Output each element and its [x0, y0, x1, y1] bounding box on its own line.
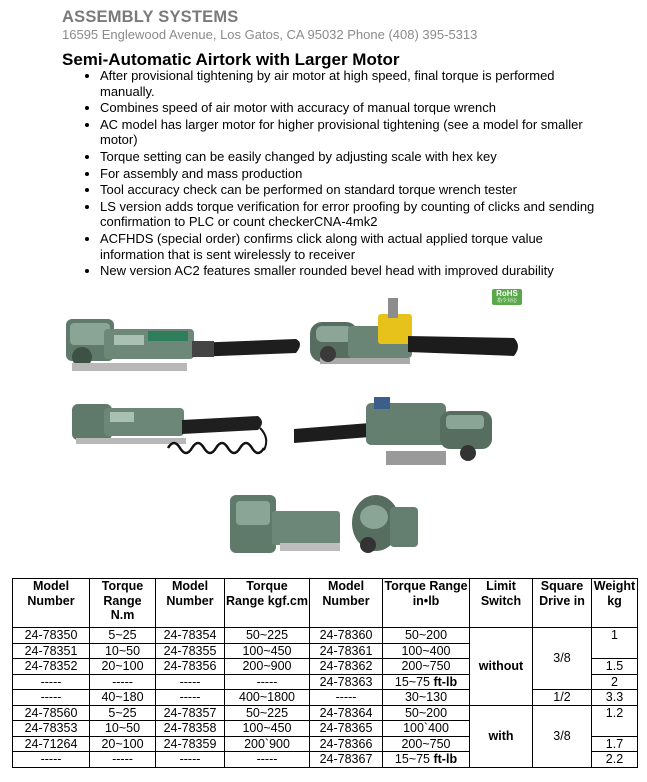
- unit-label: ft-lb: [433, 752, 458, 766]
- table-cell: 20~100: [90, 659, 156, 675]
- weight-cell: 1.7: [592, 736, 638, 752]
- table-cell: 24-78366: [310, 736, 383, 752]
- table-cell: 20~100: [90, 736, 156, 752]
- table-cell: 24-78560: [13, 705, 90, 721]
- table-cell: 24-78364: [310, 705, 383, 721]
- table-cell: 24-71264: [13, 736, 90, 752]
- feature-item: • For assembly and mass production: [100, 166, 600, 182]
- torque-value: 15~75: [394, 752, 430, 766]
- feature-item: • Torque setting can be easily changed by adjusting scale with hex key: [100, 149, 600, 165]
- table-cell: 24-78360: [310, 628, 383, 644]
- table-cell: 50~200: [383, 705, 470, 721]
- table-cell: 24-78354: [156, 628, 225, 644]
- product-photo-3: [70, 398, 272, 468]
- table-cell: 200~750: [383, 736, 470, 752]
- table-cell: 100`400: [383, 721, 470, 737]
- table-cell: 24-78350: [13, 628, 90, 644]
- table-cell: 24-78367: [310, 752, 383, 768]
- table-cell: [383, 752, 470, 768]
- col-header: Model Number: [310, 579, 383, 628]
- feature-list: [80, 68, 600, 280]
- product-photo-1: [64, 313, 306, 385]
- col-header: Model Number: [13, 579, 90, 628]
- table-cell: -----: [13, 752, 90, 768]
- table-row: [13, 628, 638, 644]
- table-row: [13, 705, 638, 721]
- table-cell: 24-78359: [156, 736, 225, 752]
- square-drive-cell: 1/2: [533, 690, 592, 706]
- table-cell: 24-78358: [156, 721, 225, 737]
- col-header: Square Drive in: [533, 579, 592, 628]
- table-cell: 200~750: [383, 659, 470, 675]
- square-drive-cell: 3/8: [533, 705, 592, 767]
- weight-cell: 1.5: [592, 659, 638, 675]
- table-cell: 24-78352: [13, 659, 90, 675]
- table-cell: 24-78365: [310, 721, 383, 737]
- table-cell: 24-78357: [156, 705, 225, 721]
- unit-label: ft-lb: [433, 674, 458, 689]
- table-cell: 100~400: [383, 643, 470, 659]
- torque-value: 15~75: [394, 674, 430, 689]
- table-cell: 5~25: [90, 628, 156, 644]
- weight-cell: 3.3: [592, 690, 638, 706]
- table-cell: 40~180: [90, 690, 156, 706]
- table-cell: 24-78353: [13, 721, 90, 737]
- company-address: 16595 Englewood Avenue, Los Gatos, CA 95032 Phone (408) 395-5313: [62, 27, 478, 42]
- table-cell: -----: [225, 674, 310, 690]
- feature-item: • Tool accuracy check can be performed on standard torque wrench tester: [100, 182, 600, 198]
- table-cell: -----: [310, 690, 383, 706]
- feature-item: • AC model has larger motor for higher provisional tightening (see a model for smaller motor): [100, 117, 600, 148]
- feature-item: • New version AC2 features smaller rounded bevel head with improved durability: [100, 263, 600, 279]
- table-cell: -----: [90, 674, 156, 690]
- table-cell: 24-78362: [310, 659, 383, 675]
- company-name: ASSEMBLY SYSTEMS: [62, 8, 239, 26]
- weight-cell: 2.2: [592, 752, 638, 768]
- specification-table: [12, 578, 638, 768]
- product-photo-4: [290, 395, 500, 473]
- rohs-badge: RoHS 指令対応: [492, 289, 522, 305]
- feature-item: • LS version adds torque verification for error proofing by counting of clicks and sending confirmation to PLC or count checkerCNA-4mk2: [100, 199, 600, 230]
- weight-cell: 1.2: [592, 705, 638, 736]
- product-photo-5: [228, 487, 342, 559]
- table-cell: 200`900: [225, 736, 310, 752]
- page-title: Semi-Automatic Airtork with Larger Motor: [62, 50, 400, 69]
- table-cell: -----: [13, 674, 90, 690]
- table-cell: 50~200: [383, 628, 470, 644]
- table-cell: 10~50: [90, 721, 156, 737]
- col-header: Model Number: [156, 579, 225, 628]
- col-header: Torque Range kgf.cm: [225, 579, 310, 628]
- table-cell: -----: [156, 690, 225, 706]
- table-cell: 24-78361: [310, 643, 383, 659]
- table-cell: 30~130: [383, 690, 470, 706]
- table-cell: 24-78355: [156, 643, 225, 659]
- table-cell: -----: [13, 690, 90, 706]
- weight-cell: 2: [592, 674, 638, 690]
- col-header: Weight kg: [592, 579, 638, 628]
- product-photo-2: [308, 296, 524, 382]
- table-cell: 24-78351: [13, 643, 90, 659]
- table-cell: 50~225: [225, 628, 310, 644]
- table-cell: -----: [225, 752, 310, 768]
- product-photo-6: [350, 487, 420, 559]
- weight-cell: 1: [592, 628, 638, 659]
- col-header: Limit Switch: [470, 579, 533, 628]
- limit-switch-with: with: [470, 705, 533, 767]
- table-cell: 24-78363: [310, 674, 383, 690]
- table-cell: [383, 674, 470, 690]
- table-cell: 200~900: [225, 659, 310, 675]
- table-row: [13, 690, 638, 706]
- limit-switch-without: without: [470, 628, 533, 706]
- table-cell: -----: [156, 752, 225, 768]
- feature-item: • Combines speed of air motor with accuracy of manual torque wrench: [100, 100, 600, 116]
- feature-item: • After provisional tightening by air motor at high speed, final torque is performed manually.: [100, 68, 600, 99]
- table-cell: -----: [156, 674, 225, 690]
- col-header: Torque Range in•lb: [383, 579, 470, 628]
- table-cell: 100~450: [225, 643, 310, 659]
- square-drive-cell: 3/8: [533, 628, 592, 690]
- table-cell: 50~225: [225, 705, 310, 721]
- col-header: Torque Range N.m: [90, 579, 156, 628]
- table-cell: 10~50: [90, 643, 156, 659]
- table-cell: 24-78356: [156, 659, 225, 675]
- table-cell: 400~1800: [225, 690, 310, 706]
- table-cell: 100~450: [225, 721, 310, 737]
- table-cell: -----: [90, 752, 156, 768]
- table-header-row: [13, 579, 638, 628]
- feature-item: • ACFHDS (special order) confirms click along with actual applied torque value information that is sent wirelessly to receiver: [100, 231, 600, 262]
- table-cell: 5~25: [90, 705, 156, 721]
